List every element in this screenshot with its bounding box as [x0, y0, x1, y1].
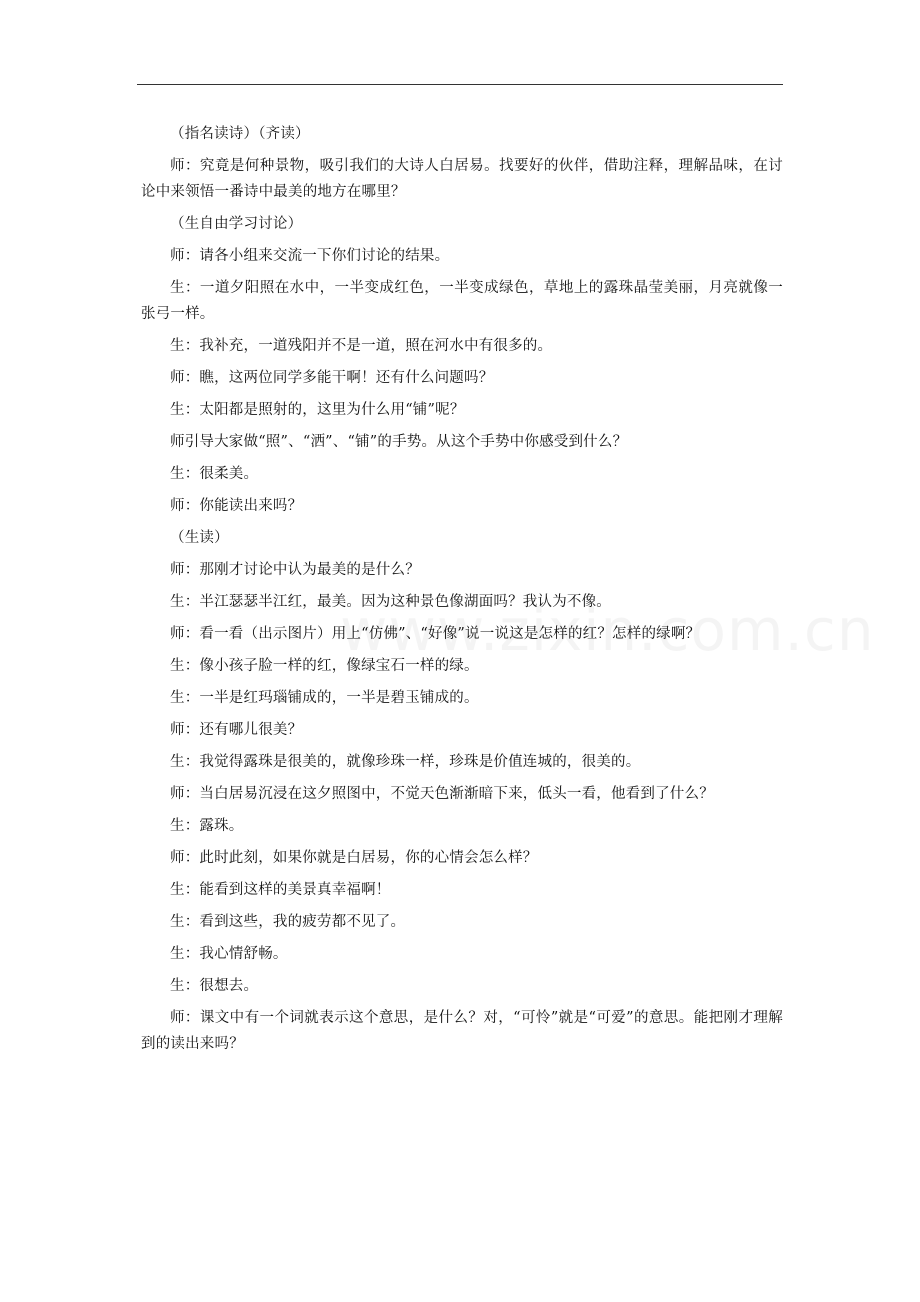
paragraph-24: 生：看到这些，我的疲劳都不见了。 — [170, 914, 406, 930]
document-body — [141, 118, 783, 1060]
paragraph-10: 生：很柔美。 — [170, 466, 259, 482]
paragraph-4: 师：请各小组来交流一下你们讨论的结果。 — [170, 248, 450, 264]
paragraph-6: 生：我补充，一道残阳并不是一道，照在河水中有很多的。 — [170, 338, 553, 354]
paragraph-14: 生：半江瑟瑟半江红，最美。因为这种景色像湖面吗？我认为不像。 — [170, 594, 611, 610]
paragraph-5: 生：一道夕阳照在水中，一半变成红色，一半变成绿色，草地上的露珠晶莹美丽，月亮就像一张弓一样。 — [141, 280, 783, 322]
paragraph-16: 生：像小孩子脸一样的红，像绿宝石一样的绿。 — [170, 658, 479, 674]
paragraph-9: 师引导大家做“照”、“洒”、“铺”的手势。从这个手势中你感受到什么？ — [170, 434, 628, 450]
paragraph-26: 生：很想去。 — [170, 978, 259, 994]
paragraph-27: 师：课文中有一个词就表示这个意思，是什么？对，“可怜”就是“可爱”的意思。能把刚才理解到的读出来吗？ — [141, 1010, 783, 1052]
paragraph-15: 师：看一看（出示图片）用上“仿佛”、“好像”说一说这是怎样的红？怎样的绿啊？ — [170, 626, 701, 642]
paragraph-21: 生：露珠。 — [170, 818, 244, 834]
paragraph-22: 师：此时此刻，如果你就是白居易，你的心情会怎么样？ — [170, 850, 538, 866]
paragraph-20: 师：当白居易沉浸在这夕照图中，不觉天色渐渐暗下来，低头一看，他看到了什么？ — [170, 786, 714, 802]
paragraph-2: 师：究竟是何种景物，吸引我们的大诗人白居易。找要好的伙伴，借助注释，理解品味，在讨论中来领悟一番诗中最美的地方在哪里？ — [141, 158, 783, 200]
paragraph-1: （指名读诗）（齐读） — [170, 126, 310, 142]
paragraph-7: 师：瞧，这两位同学多能干啊！还有什么问题吗？ — [170, 370, 494, 386]
paragraph-18: 师：还有哪儿很美？ — [170, 722, 303, 738]
paragraph-11: 师：你能读出来吗？ — [170, 498, 303, 514]
paragraph-19: 生：我觉得露珠是很美的，就像珍珠一样，珍珠是价值连城的，很美的。 — [170, 754, 641, 770]
paragraph-12: （生读） — [170, 530, 229, 546]
paragraph-8: 生：太阳都是照射的，这里为什么用“铺”呢？ — [170, 402, 465, 418]
paragraph-17: 生：一半是红玛瑙铺成的，一半是碧玉铺成的。 — [170, 690, 479, 706]
paragraph-13: 师：那刚才讨论中认为最美的是什么？ — [170, 562, 420, 578]
paragraph-25: 生：我心情舒畅。 — [170, 946, 288, 962]
paragraph-23: 生：能看到这样的美景真幸福啊！ — [170, 882, 391, 898]
paragraph-3: （生自由学习讨论） — [170, 216, 303, 232]
header-rule — [137, 84, 783, 85]
